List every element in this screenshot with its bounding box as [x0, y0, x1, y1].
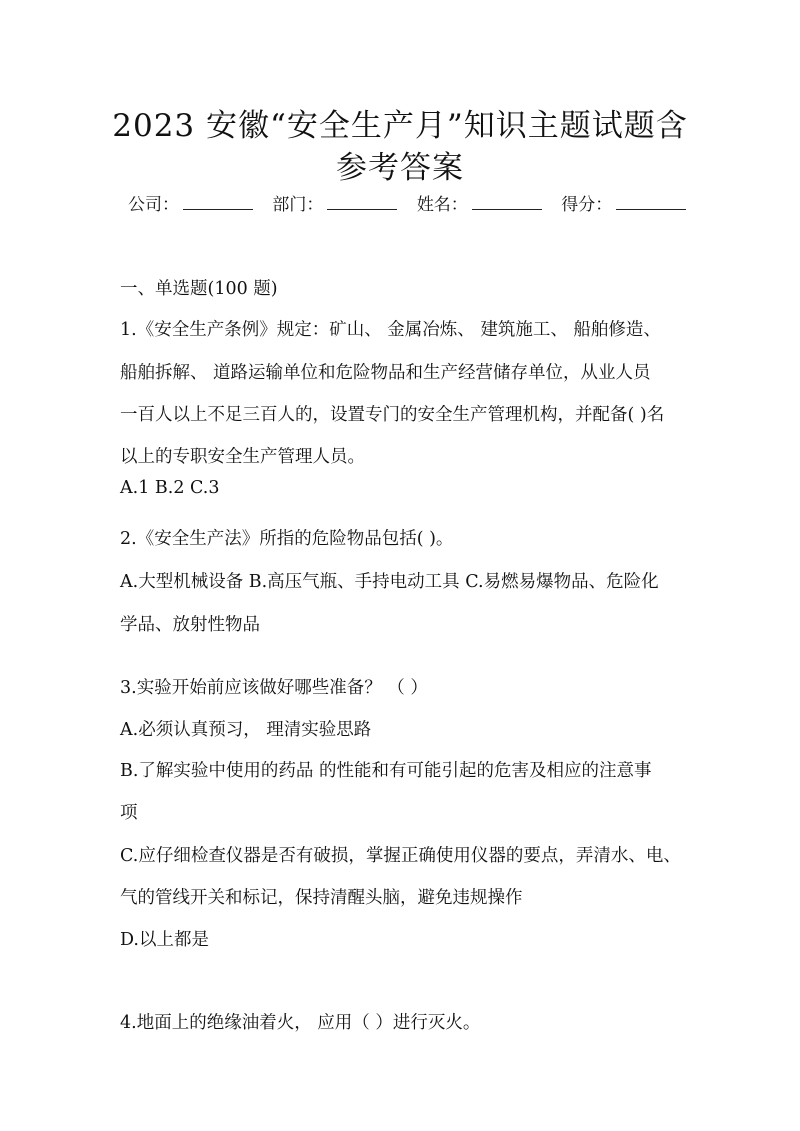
company-blank — [183, 195, 253, 210]
question-3-stem: 3.实验开始前应该做好哪些准备？ （ ） — [120, 678, 428, 698]
question-1-line-1: 1.《安全生产条例》规定：矿山、 金属冶炼、 建筑施工、 船舶修造、 — [120, 320, 661, 340]
score-field — [561, 190, 686, 215]
question-3-option-c: C.应仔细检查仪器是否有破损，掌握正确使用仪器的要点，弄清水、电、 — [120, 846, 681, 866]
department-label: 部门： — [272, 195, 324, 215]
question-2-options-line-1: A.大型机械设备 B.高压气瓶、手持电动工具 C.易燃易爆物品、危险化 — [120, 572, 659, 592]
question-3-option-d: D.以上都是 — [120, 930, 209, 950]
question-3-option-c-cont: 气的管线开关和标记，保持清醒头脑，避免违规操作 — [120, 888, 523, 908]
title-line-2: 参考答案 — [336, 150, 464, 186]
section-heading: 一、单选题(100 题) — [120, 279, 278, 299]
name-label: 姓名： — [416, 195, 468, 215]
info-fields-row — [128, 190, 700, 215]
score-blank — [616, 195, 686, 210]
question-3-option-a: A.必须认真预习， 理清实验思路 — [120, 720, 372, 740]
question-3-option-b: B.了解实验中使用的药品 的性能和有可能引起的危害及相应的注意事 — [120, 761, 652, 781]
question-4-stem: 4.地面上的绝缘油着火， 应用（ ）进行灭火。 — [120, 1013, 481, 1033]
name-field — [417, 190, 542, 215]
department-blank — [327, 195, 397, 210]
company-label: 公司： — [128, 195, 179, 215]
score-label: 得分： — [561, 195, 613, 215]
question-1-options: A.1 B.2 C.3 — [120, 478, 220, 498]
question-1-line-3: 一百人以上不足三百人的，设置专门的安全生产管理机构，并配备( )名 — [120, 405, 665, 425]
company-field — [128, 190, 253, 215]
title-line-1: 2023 安徽“安全生产月”知识主题试题含 — [112, 108, 688, 144]
question-2-options-line-2: 学品、放射性物品 — [120, 615, 260, 635]
question-1-line-4: 以上的专职安全生产管理人员。 — [120, 447, 365, 467]
name-blank — [472, 195, 542, 210]
department-field — [272, 190, 397, 215]
question-1-line-2: 船舶拆解、 道路运输单位和危险物品和生产经营储存单位，从业人员 — [120, 363, 651, 383]
question-3-option-b-cont: 项 — [120, 803, 138, 823]
question-2-stem: 2.《安全生产法》所指的危险物品包括( )。 — [120, 529, 454, 549]
